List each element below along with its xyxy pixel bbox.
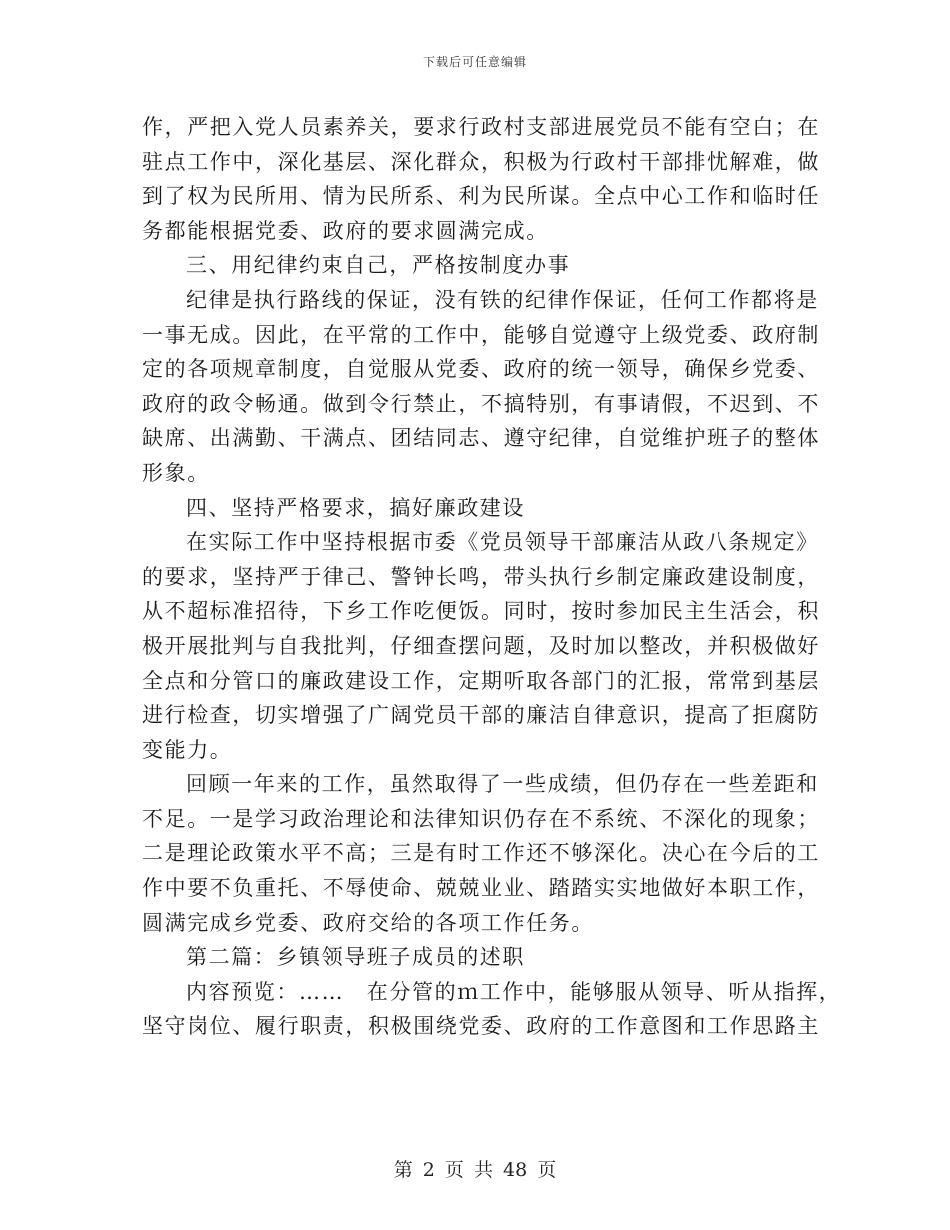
body-line: 在实际工作中坚持根据市委《党员领导干部廉洁从政八条规定》 [186,530,819,555]
body-line: 不足。一是学习政治理论和法律知识仍存在不系统、不深化的现象； [142,806,820,831]
body-line: 缺席、出满勤、干满点、团结同志、遵守纪律，自觉维护班子的整体 [142,426,820,451]
body-line: 政府的政令畅通。做到令行禁止，不搞特别，有事请假，不迟到、不 [142,391,820,416]
body-line: 坚守岗位、履行职责，积极围绕党委、政府的工作意图和工作思路主 [142,1014,820,1039]
body-line: 从不超标准招待，下乡工作吃便饭。同时，按时参加民主生活会，积 [142,599,820,624]
section-heading-4: 四、坚持严格要求，搞好廉政建设 [186,495,525,520]
body-line: 到了权为民所用、情为民所系、利为民所谋。全点中心工作和临时任 [142,184,820,209]
body-line: 作中要不负重托、不辱使命、兢兢业业、踏踏实实地做好本职工作， [142,876,820,901]
chapter-heading: 第二篇：乡镇领导班子成员的述职 [186,945,525,970]
body-line: 圆满完成乡党委、政府交给的各项工作任务。 [142,910,594,935]
body-line: 的要求，坚持严于律己、警钟长鸣，带头执行乡制定廉政建设制度， [142,564,820,589]
body-line: 进行检查，切实增强了广阔党员干部的廉洁自律意识，提高了拒腐防 [142,703,820,728]
section-heading-3: 三、用纪律约束自己，严格按制度办事 [186,253,571,278]
body-line: 形象。 [142,460,210,485]
document-body [142,110,842,1044]
body-line: 作，严把入党人员素养关，要求行政村支部进展党员不能有空白；在 [142,115,820,139]
body-line: 驻点工作中，深化基层、深化群众，积极为行政村干部排忧解难，做 [142,149,820,174]
body-line: 一事无成。因此，在平常的工作中，能够自觉遵守上级党委、政府制 [142,322,820,347]
body-line: 全点和分管口的廉政建设工作，定期听取各部门的汇报，常常到基层 [142,668,820,693]
body-line: 二是理论政策水平不高；三是有时工作还不够深化。决心在今后的工 [142,841,820,866]
page-number: 第 2 页 共 48 页 [393,1159,557,1181]
page-header-note: 下载后可任意编辑 [422,55,527,69]
body-line: 变能力。 [142,737,233,762]
body-line: 定的各项规章制度，自觉服从党委、政府的统一领导，确保乡党委、 [142,357,820,382]
body-line: 极开展批判与自我批判，仔细查摆问题，及时加以整改，并积极做好 [142,633,820,658]
body-line: 纪律是执行路线的保证，没有铁的纪律作保证，任何工作都将是 [186,287,819,312]
body-line: 回顾一年来的工作，虽然取得了一些成绩，但仍存在一些差距和 [186,772,819,797]
body-line: 内容预览：…… 在分管的ｍ工作中，能够服从领导、听从指挥， [186,979,842,1004]
body-line: 务都能根据党委、政府的要求圆满完成。 [142,218,549,243]
